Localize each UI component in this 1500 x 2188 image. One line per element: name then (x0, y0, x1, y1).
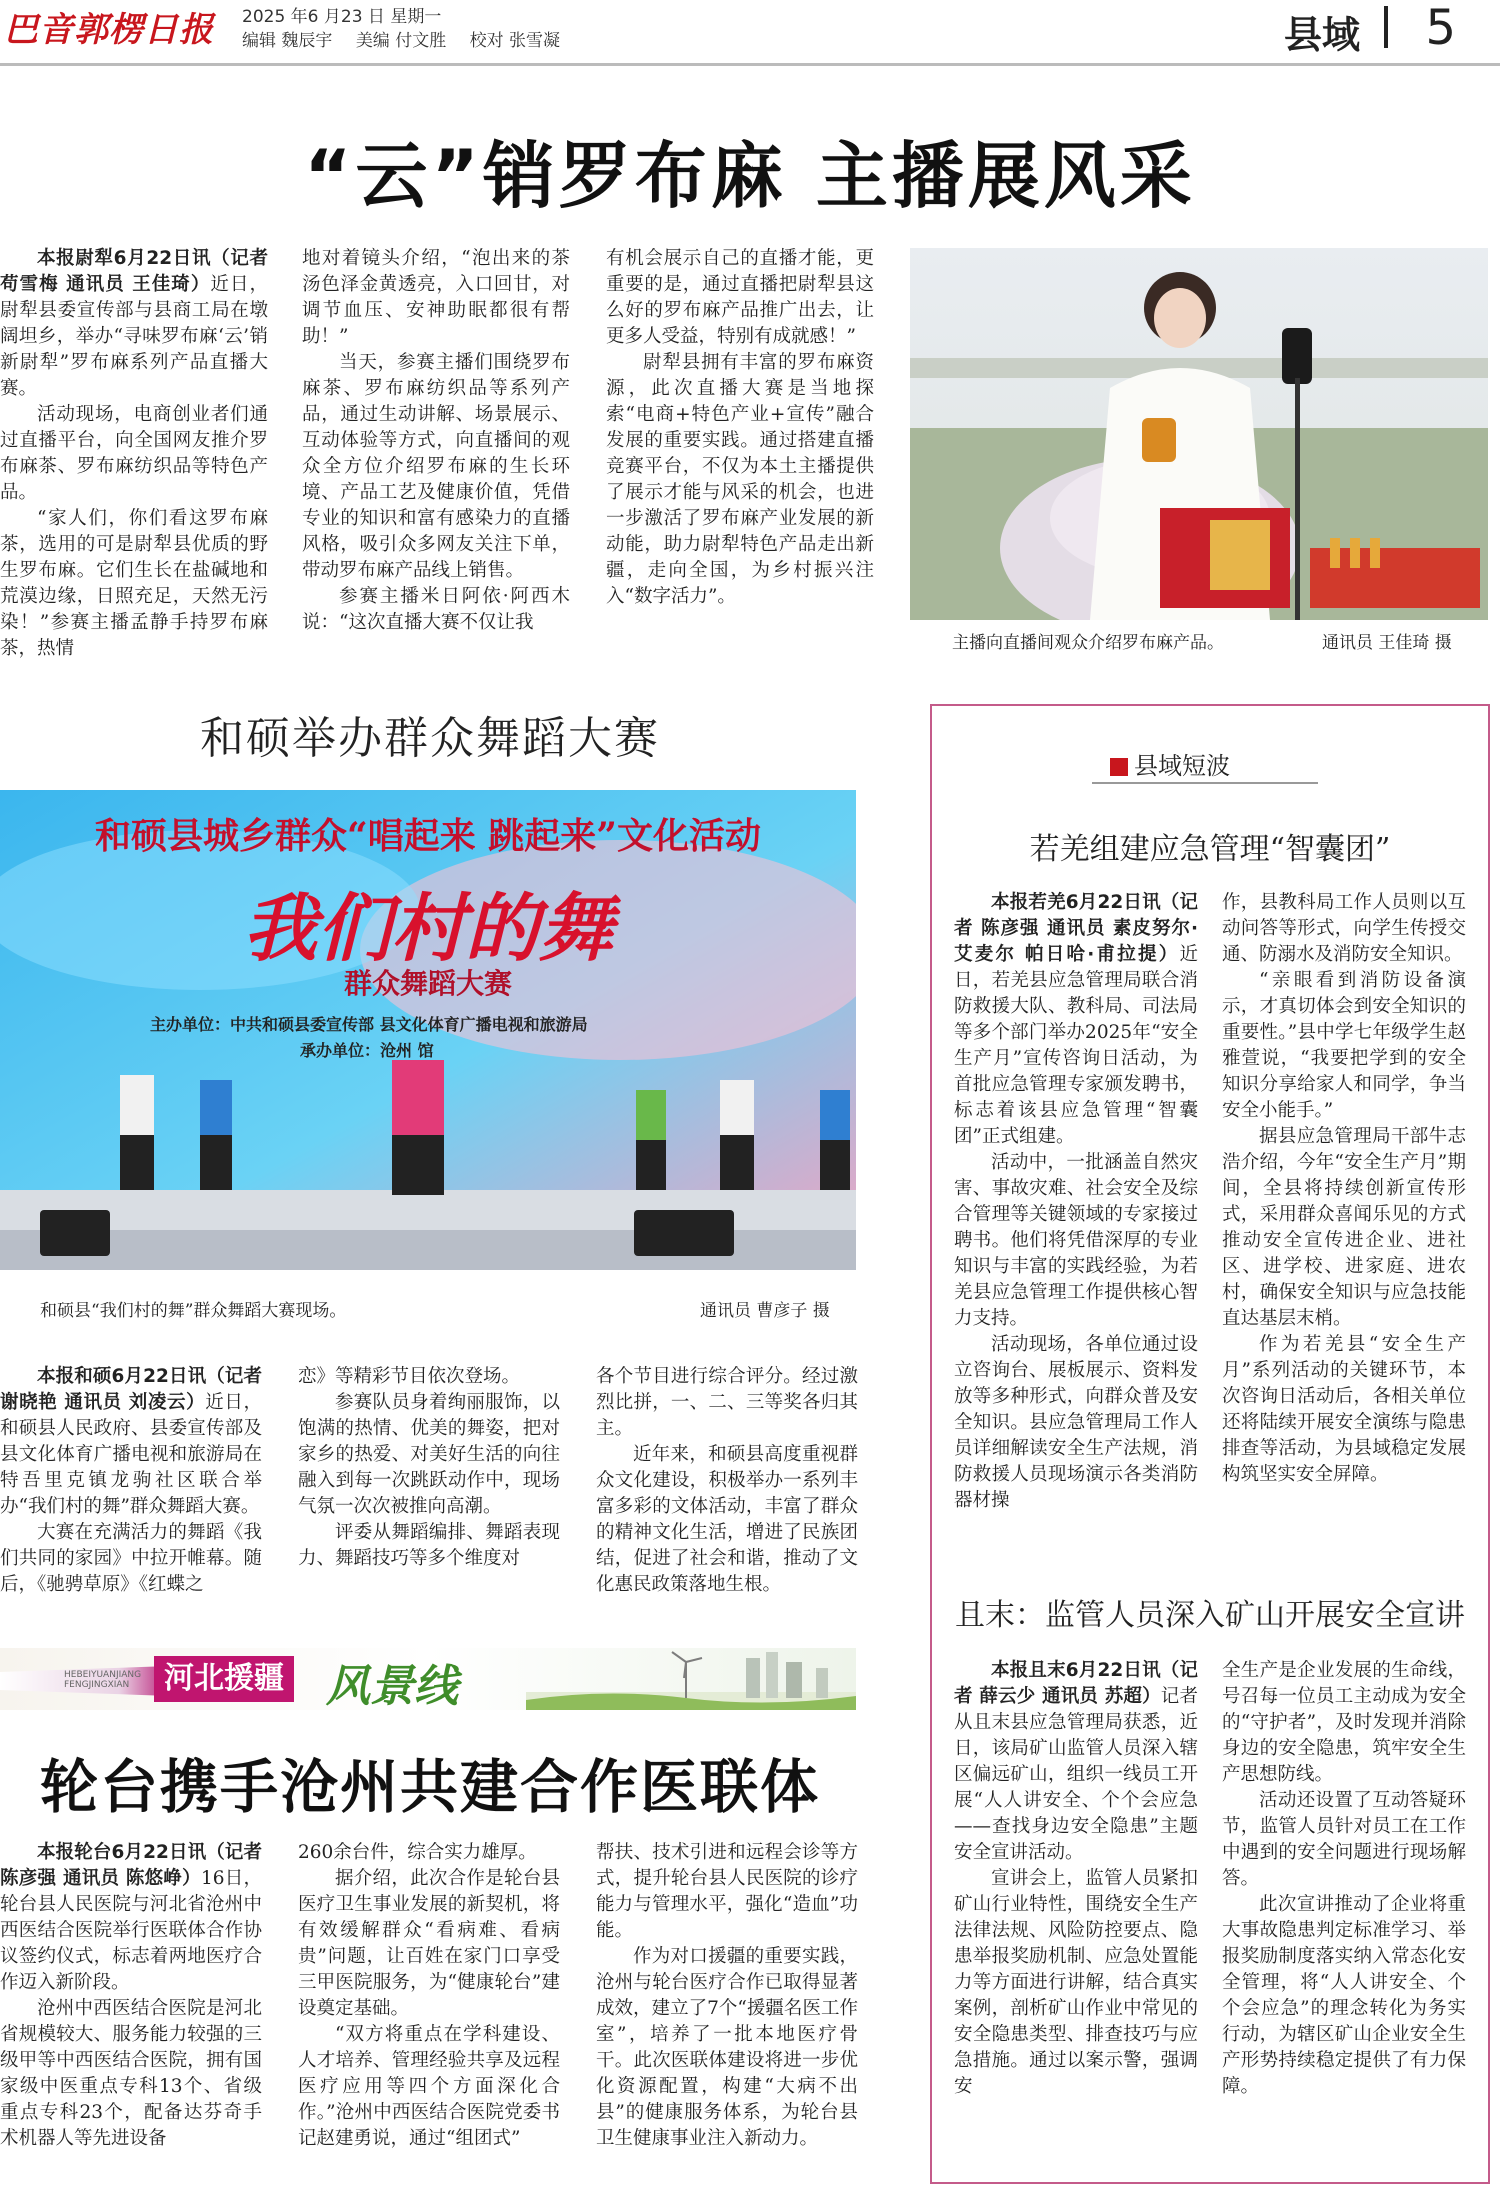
red-square-icon (1110, 758, 1128, 776)
brief1-column-2 (1222, 890, 1466, 1488)
story2-photo-caption: 和硕县“我们村的舞”群众舞蹈大赛现场。 (40, 1301, 347, 1321)
brief2-text: 记者从且末县应急管理局获悉，近日，该局矿山监管人员深入辖区偏远矿山，组织一线员工开展“人人讲安全、个个会应急——查找身边安全隐患”主题安全宣讲活动。 (954, 1686, 1198, 1863)
windmill-skyline-illustration (526, 1648, 856, 1710)
brief2-text: 此次宣讲推动了企业将重大事故隐患判定标准学习、举报奖励制度落实纳入常态化安全管理，将“人人讲安全、个个会应急”的理念转化为务实行动，为辖区矿山企业安全生产形势持续稳定提供了有力保障。 (1222, 1894, 1466, 2097)
story1-headline: “云”销罗布麻 主播展风采 (304, 134, 1196, 218)
story1-text: 地对着镜头介绍，“泡出来的茶汤色泽金黄透亮，入口回甘，对调节血压、安神助眠都很有帮助！” (302, 248, 570, 347)
story2-column-1 (0, 1364, 262, 1598)
brief2-text: 宣讲会上，监管人员紧扣矿山行业特性，围绕安全生产法律法规、风险防控要点、隐患举报奖励机制、应急处置能力等方面进行讲解，结合真实案例，剖析矿山作业中常见的安全隐患类型、排查技巧与应急措施。通过以案示警，强调安 (954, 1868, 1198, 2097)
stage-banner-sponsor: 主办单位：中共和硕县委宣传部 县文化体育广播电视和旅游局 (150, 1015, 588, 1034)
brief2-text: 活动还设置了互动答疑环节，监管人员针对员工在工作中遇到的安全问题进行现场解答。 (1222, 1790, 1466, 1889)
section-divider (1384, 6, 1388, 48)
brief1-headline: 若羌组建应急管理“智囊团” (1029, 832, 1391, 867)
story1-lede: 本报尉犁6月22日讯（记者 苟雪梅 通讯员 王佳琦） (0, 248, 268, 295)
stage-banner-title: 和硕县城乡群众“唱起来 跳起来”文化活动 (95, 815, 761, 857)
stage-banner-subtitle: 群众舞蹈大赛 (343, 967, 512, 1000)
story1-column-1 (0, 246, 268, 662)
brief1-text: 活动中，一批涵盖自然灾害、事故灾难、社会安全及综合管理等关键领域的专家接过聘书。他们将凭借深厚的专业知识与丰富的实践经验，为若羌县应急管理工作提供核心智力支持。 (954, 1152, 1198, 1329)
credits-line (242, 26, 578, 51)
masthead (0, 0, 1500, 66)
story3-lede: 本报轮台6月22日讯（记者 陈彦强 通讯员 陈悠峥） (0, 1842, 262, 1889)
brief1-lede: 本报若羌6月22日讯（记者 陈彦强 通讯员 素皮努尔·艾麦尔 帕日哈·甫拉提） (954, 892, 1198, 965)
story3-text: 据介绍，此次合作是轮台县医疗卫生事业发展的新契机，将有效缓解群众“看病难、看病贵”问题，让百姓在家门口享受三甲医院服务，为“健康轮台”建设奠定基础。 (298, 1868, 560, 2019)
banner-tag: 河北援疆 (154, 1656, 294, 1702)
story1-text: “家人们，你们看这罗布麻茶，选用的可是尉犁县优质的野生罗布麻。它们生长在盐碱地和荒漠边缘，日照充足，天然无污染！”参赛主播孟静手持罗布麻茶，热情 (0, 508, 268, 659)
story2-text: 参赛队员身着绚丽服饰，以饱满的热情、优美的舞姿，把对家乡的热爱、对美好生活的向往融入到每一次跳跃动作中，现场气氛一次次被推向高潮。 (298, 1392, 560, 1517)
story2-headline: 和硕举办群众舞蹈大赛 (200, 713, 660, 764)
brief1-text: 活动现场，各单位通过设立咨询台、展板展示、资料发放等多种形式，向群众普及安全知识。县应急管理局工作人员详细解读安全生产法规，消防救援人员现场演示各类消防器材操 (954, 1334, 1198, 1511)
brief1-text: 作为若羌县“安全生产月”系列活动的关键环节，本次咨询日活动后，各相关单位还将陆续开展安全演练与隐患排查等活动，为县域稳定发展构筑坚实安全屏障。 (1222, 1334, 1466, 1485)
story2-column-2 (298, 1364, 560, 1572)
story3-headline: 轮台携手沧州共建合作医联体 (39, 1753, 820, 1821)
story1-text: 参赛主播米日阿依·阿西木说：“这次直播大赛不仅让我 (302, 586, 570, 633)
story2-text: 大赛在充满活力的舞蹈《我们共同的家园》中拉开帷幕。随后，《驰骋草原》《红蝶之 (0, 1522, 262, 1595)
banner-pinyin-2: FENGJINGXIAN (64, 1680, 130, 1690)
story3-column-2 (298, 1840, 560, 2152)
story2-text: 近年来，和硕县高度重视群众文化建设，积极举办一系列丰富多彩的文体活动，丰富了群众的精神文化生活，增进了民族团结，促进了社会和谐，推动了文化惠民政策落地生根。 (596, 1444, 858, 1595)
banner-script-title: 风景线 (326, 1661, 458, 1712)
banner-pinyin-1: HEBEIYUANJIANG (64, 1670, 142, 1680)
story1-photo (910, 248, 1488, 620)
brief2-lede: 本报且末6月22日讯（记者 薛云少 通讯员 苏超） (954, 1660, 1198, 1707)
story1-column-2 (302, 246, 570, 636)
stage-banner-host: 承办单位：沧州 馆 (300, 1041, 434, 1060)
story1-column-3 (606, 246, 874, 610)
section-name: 县域 (1283, 13, 1360, 57)
briefs-tag-label: 县域短波 (1134, 752, 1230, 780)
story3-column-3 (596, 1840, 858, 2152)
banner-pinyin (64, 1670, 141, 1690)
story1-photo-credit: 通讯员 王佳琦 摄 (1322, 633, 1452, 653)
story1-text: 近日，尉犁县委宣传部与县商工局在墩阔坦乡，举办“寻味罗布麻‘云’销新尉犁”罗布麻系列产品直播大赛。 (0, 274, 268, 399)
story2-column-3 (596, 1364, 858, 1598)
story3-text: 帮扶、技术引进和远程会诊等方式，提升轮台县人民医院的诊疗能力与管理水平，强化“造血”功能。 (596, 1842, 858, 1941)
story3-text: 沧州中西医结合医院是河北省规模较大、服务能力较强的三级甲等中西医结合医院，拥有国家级中医重点专科13个、省级重点专科23个，配备达芬奇手术机器人等先进设备 (0, 1998, 262, 2149)
art-editor-credit: 美编 付文胜 (355, 31, 447, 51)
brief2-column-1 (954, 1658, 1198, 2100)
brief1-text: 据县应急管理局干部牛志浩介绍，今年“安全生产月”期间，全县将持续创新宣传形式，采用群众喜闻乐见的方式推动安全宣传进企业、进社区、进学校、进家庭、进农村，确保安全知识与应急技能直达基层末梢。 (1222, 1126, 1466, 1329)
story3-text: “双方将重点在学科建设、人才培养、管理经验共享及远程医疗应用等四个方面深化合作。”沧州中西医结合医院党委书记赵建勇说，通过“组团式” (298, 2024, 560, 2149)
county-briefs-box (930, 704, 1490, 2184)
briefs-tag-underline (1092, 782, 1318, 784)
livestream-photo-illustration (910, 248, 1488, 620)
story1-text: 活动现场，电商创业者们通过直播平台，向全国网友推介罗布麻茶、罗布麻纺织品等特色产品。 (0, 404, 268, 503)
proof-credit: 校对 张雪凝 (469, 31, 561, 51)
briefs-tag (1110, 746, 1230, 781)
story1-photo-caption: 主播向直播间观众介绍罗布麻产品。 (952, 633, 1224, 653)
story2-photo (0, 790, 856, 1270)
page-number: 5 (1425, 0, 1456, 56)
brief1-text: 近日，若羌县应急管理局联合消防救援大队、教科局、司法局等多个部门举办2025年“安全生产月”宣传咨询日活动，为首批应急管理专家颁发聘书，标志着该县应急管理“智囊团”正式组建。 (954, 944, 1198, 1147)
editor-credit: 编辑 魏辰宇 (242, 31, 333, 51)
hebei-aid-banner (0, 1648, 856, 1710)
story1-text: 当天，参赛主播们围绕罗布麻茶、罗布麻纺织品等系列产品，通过生动讲解、场景展示、互动体验等方式，向直播间的观众全方位介绍罗布麻的生长环境、产品工艺及健康价值，凭借专业的知识和富有感染力的直播风格，吸引众多网友关注下单，带动罗布麻产品线上销售。 (302, 352, 570, 581)
stage-banner-main: 我们村的舞 (243, 886, 613, 972)
newspaper-title: 巴音郭楞日报 (4, 10, 214, 50)
issue-date: 2025 年6 月23 日 星期一 (242, 7, 442, 27)
story3-text: 16日，轮台县人民医院与河北省沧州中西医结合医院举行医联体合作协议签约仪式，标志着两地医疗合作迈入新阶段。 (0, 1868, 262, 1993)
story3-column-1 (0, 1840, 262, 2152)
brief2-headline: 且末：监管人员深入矿山开展安全宣讲 (955, 1598, 1465, 1633)
brief1-column-1 (954, 890, 1198, 1514)
story2-photo-credit: 通讯员 曹彦子 摄 (700, 1301, 830, 1321)
story2-text: 近日，和硕县人民政府、县委宣传部及县文化体育广播电视和旅游局在特吾里克镇龙驹社区联合举办“我们村的舞”群众舞蹈大赛。 (0, 1392, 262, 1517)
story2-text: 恋》等精彩节目依次登场。 (298, 1366, 521, 1387)
story3-text: 260余台件，综合实力雄厚。 (298, 1842, 537, 1863)
story2-lede: 本报和硕6月22日讯（记者 谢晓艳 通讯员 刘凌云） (0, 1366, 262, 1413)
brief1-text: 作，县教科局工作人员则以互动问答等形式，向学生传授交通、防溺水及消防安全知识。 (1222, 892, 1466, 965)
story3-text: 作为对口援疆的重要实践，沧州与轮台医疗合作已取得显著成效，建立了7个“援疆名医工作室”，培养了一批本地医疗骨干。此次医联体建设将进一步优化资源配置，构建“大病不出县”的健康服务体系，为轮台县卫生健康事业注入新动力。 (596, 1946, 858, 2149)
story1-text: 尉犁县拥有丰富的罗布麻资源，此次直播大赛是当地探索“电商+特色产业+宣传”融合发展的重要实践。通过搭建直播竞赛平台，不仅为本土主播提供了展示才能与风采的机会，也进一步激活了罗布麻产业发展的新动能，助力尉犁特色产品走出新疆，走向全国，为乡村振兴注入“数字活力”。 (606, 352, 874, 607)
brief2-text: 全生产是企业发展的生命线，号召每一位员工主动成为安全的“守护者”，及时发现并消除身边的安全隐患，筑牢安全生产思想防线。 (1222, 1660, 1466, 1785)
brief1-text: “亲眼看到消防设备演示，才真切体会到安全知识的重要性。”县中学七年级学生赵雅萱说，“我要把学到的安全知识分享给家人和同学，争当安全小能手。” (1222, 970, 1466, 1121)
brief2-column-2 (1222, 1658, 1466, 2100)
story2-text: 评委从舞蹈编排、舞蹈表现力、舞蹈技巧等多个维度对 (298, 1522, 560, 1569)
story1-text: 有机会展示自己的直播才能，更重要的是，通过直播把尉犁县这么好的罗布麻产品推广出去，让更多人受益，特别有成就感！” (606, 248, 874, 347)
story2-text: 各个节目进行综合评分。经过激烈比拼，一、二、三等奖各归其主。 (596, 1366, 858, 1439)
